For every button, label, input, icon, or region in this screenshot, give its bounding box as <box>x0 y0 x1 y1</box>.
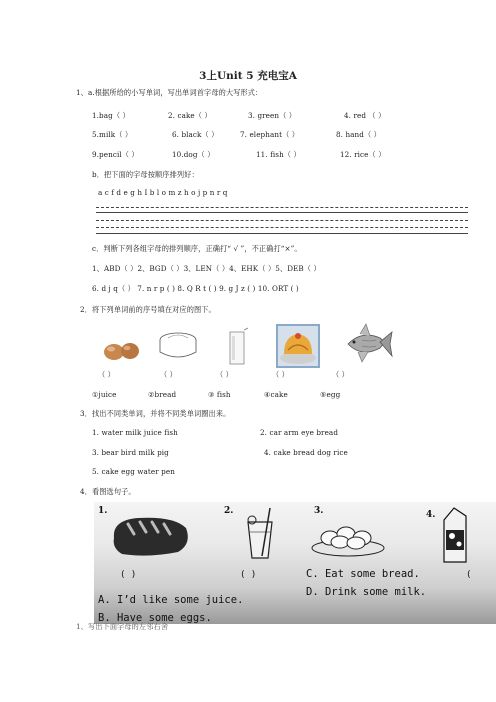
ex3-row-2 <box>92 448 348 457</box>
option-word: ④cake <box>264 390 288 399</box>
word-blank: 7. elephant（ ） <box>240 130 300 139</box>
word-group: 4. cake bread dog rice <box>264 448 348 457</box>
sentence-option: C. Eat some bread. <box>306 568 420 580</box>
ex2-blank-row <box>98 370 349 380</box>
ex1-row-3 <box>92 150 386 160</box>
word-blank: 4. red （ ） <box>344 111 386 120</box>
juice-glass-picture <box>242 506 278 562</box>
writing-line <box>96 233 468 234</box>
page-title: 3上Unit 5 充电宝A <box>199 70 297 82</box>
ex1-b-heading: b．把下面的字母按顺序排列好： <box>92 170 199 179</box>
eggs-plate-picture <box>310 518 386 558</box>
sentence-option: D. Drink some milk. <box>306 586 427 598</box>
answer-blank[interactable]: ( ) <box>120 570 137 580</box>
ex1-row-2 <box>92 130 381 140</box>
writing-line <box>96 212 468 213</box>
answer-blank[interactable]: ( ) <box>240 570 257 580</box>
word-group: 1. water milk juice fish <box>92 428 178 437</box>
fish-picture <box>342 322 394 366</box>
picture-number: 3. <box>314 506 324 516</box>
answer-blank[interactable]: （ ） <box>216 370 233 379</box>
ex3-row-3 <box>92 467 175 476</box>
ex1-row-1 <box>92 111 385 121</box>
writing-line <box>96 207 468 208</box>
word-blank: 2. cake（ ） <box>168 111 212 120</box>
word-group: 2. car arm eye bread <box>260 428 339 437</box>
picture-number: 1. <box>98 506 108 516</box>
ex2-heading: 2．将下列单词前的序号填在对应的图下。 <box>80 305 216 314</box>
bread-picture <box>156 328 202 366</box>
answer-blank[interactable]: ( <box>466 570 472 580</box>
milk-carton-picture <box>440 506 470 564</box>
ex1-c-row-1: 1、ABD（ ）2、BGD（ ）3、LEN（ ）4、EHK（ ）5、DEB（ ） <box>92 264 321 273</box>
word-blank: 5.milk（ ） <box>92 130 133 139</box>
answer-blank[interactable]: （ ） <box>332 370 349 379</box>
word-group: 5. cake egg water pen <box>92 467 175 476</box>
ex3-heading: 3．找出不同类单词，并将不同类单词圈出来。 <box>80 409 231 418</box>
word-blank: 3. green（ ） <box>248 111 297 120</box>
ex1-c-row-2: 6. d j q（ ） 7. n r p ( ) 8. Q R t ( ) 9. g J z ( ) 10. ORT ( ) <box>92 284 299 293</box>
footer-exercise: 1、写出下面字母的左邻右舍 <box>76 622 169 631</box>
ex3-row-1 <box>92 428 338 437</box>
picture-number: 2. <box>224 506 234 516</box>
option-word: ③ fish <box>208 390 231 399</box>
picture-number: 4. <box>426 510 436 520</box>
juice-glass-picture <box>226 326 250 368</box>
word-blank: 11. fish（ ） <box>256 150 301 159</box>
eggs-picture <box>100 334 142 366</box>
word-blank: 8. hand（ ） <box>336 130 381 139</box>
bread-loaf-picture <box>108 514 192 558</box>
word-blank: 1.bag（ ） <box>92 111 130 120</box>
cake-picture <box>276 324 320 368</box>
writing-line <box>96 220 468 221</box>
word-blank: 6. black（ ） <box>172 130 219 139</box>
option-word: ②bread <box>148 390 177 399</box>
answer-blank[interactable]: （ ） <box>98 370 115 379</box>
ex4-heading: 4．看图选句子。 <box>80 487 136 496</box>
answer-blank[interactable]: （ ） <box>272 370 289 379</box>
option-word: ①juice <box>92 390 117 399</box>
option-word: ⑤egg <box>320 390 341 399</box>
writing-line <box>96 227 468 228</box>
word-blank: 9.pencil（ ） <box>92 150 139 159</box>
ex2-options <box>92 390 340 399</box>
answer-blank[interactable]: （ ） <box>160 370 177 379</box>
sentence-option: A. I’d like some juice. <box>98 594 244 606</box>
ex4-picture-panel <box>94 502 496 624</box>
word-group: 3. bear bird milk pig <box>92 448 169 457</box>
word-blank: 10.dog（ ） <box>172 150 215 159</box>
sentence-option: B. Have some eggs. <box>98 612 212 624</box>
letter-sequence: a c f d e g h I b l o m z h o j p n r q <box>98 188 228 197</box>
ex1-c-heading: c．判断下列各组字母的排列顺序，正确打“ √ ”，不正确打“×”。 <box>92 244 302 253</box>
word-blank: 12. rice（ ） <box>340 150 386 159</box>
ex1-a-heading: 1、a.根据所给的小写单词，写出单词首字母的大写形式： <box>76 88 263 97</box>
